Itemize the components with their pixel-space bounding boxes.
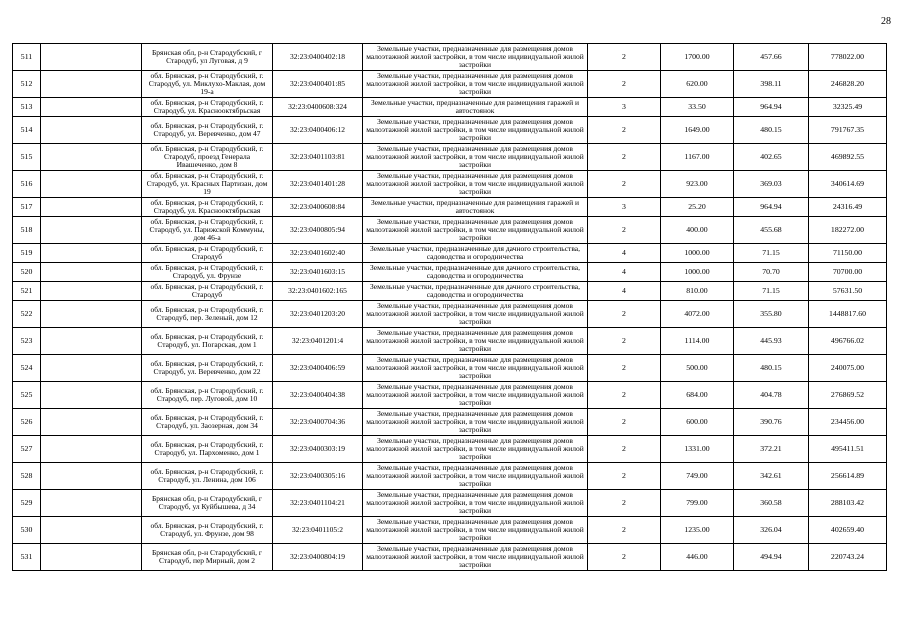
cadastral-number-cell: 32:23:0401602:40 bbox=[273, 244, 363, 263]
row-number-cell: 518 bbox=[13, 217, 41, 244]
table-row bbox=[13, 71, 887, 98]
cadastral-number-cell: 32:23:0400303:19 bbox=[273, 436, 363, 463]
area-cell: 749.00 bbox=[661, 463, 734, 490]
area-cell: 600.00 bbox=[661, 409, 734, 436]
address-cell: обл. Брянская, р-н Стародубский, г. Стародуб, ул. Фрунзе bbox=[142, 263, 273, 282]
blank-cell bbox=[41, 71, 142, 98]
group-cell: 4 bbox=[588, 263, 661, 282]
address-cell: обл. Брянская, р-н Стародубский, г. Стародуб, ул. Погарская, дом 1 bbox=[142, 328, 273, 355]
blank-cell bbox=[41, 98, 142, 117]
group-cell: 2 bbox=[588, 436, 661, 463]
row-number-cell: 521 bbox=[13, 282, 41, 301]
cadastral-number-cell: 32:23:0401401:28 bbox=[273, 171, 363, 198]
address-cell: обл. Брянская, р-н Стародубский, г. Стародуб, ул. Краснооктябрьская bbox=[142, 198, 273, 217]
land-use-cell: Земельные участки, предназначенные для дачного строительства, садоводства и огородничества bbox=[363, 244, 588, 263]
cadastral-number-cell: 32:23:0401103:81 bbox=[273, 144, 363, 171]
rate-cell: 480.15 bbox=[734, 355, 809, 382]
row-number-cell: 517 bbox=[13, 198, 41, 217]
group-cell: 4 bbox=[588, 282, 661, 301]
rate-cell: 372.21 bbox=[734, 436, 809, 463]
group-cell: 2 bbox=[588, 301, 661, 328]
area-cell: 4072.00 bbox=[661, 301, 734, 328]
land-use-cell: Земельные участки, предназначенные для размещения домов малоэтажной жилой застройки, в том числе индивидуальной жилой застройки bbox=[363, 463, 588, 490]
rate-cell: 494.94 bbox=[734, 544, 809, 571]
cadastral-value-cell: 288103.42 bbox=[809, 490, 887, 517]
address-cell: обл. Брянская, р-н Стародубский, г. Стародуб, ул. Веревченко, дом 47 bbox=[142, 117, 273, 144]
row-number-cell: 527 bbox=[13, 436, 41, 463]
cadastral-number-cell: 32:23:0401201:4 bbox=[273, 328, 363, 355]
land-use-cell: Земельные участки, предназначенные для размещения домов малоэтажной жилой застройки, в том числе индивидуальной жилой застройки bbox=[363, 544, 588, 571]
rate-cell: 355.80 bbox=[734, 301, 809, 328]
cadastral-value-cell: 1448817.60 bbox=[809, 301, 887, 328]
cadastral-number-cell: 32:23:0400805:94 bbox=[273, 217, 363, 244]
address-cell: обл. Брянская, р-н Стародубский, г. Стародуб, ул. Парижской Коммуны, дом 46-а bbox=[142, 217, 273, 244]
rate-cell: 480.15 bbox=[734, 117, 809, 144]
group-cell: 2 bbox=[588, 217, 661, 244]
row-number-cell: 514 bbox=[13, 117, 41, 144]
address-cell: Брянская обл, р-н Стародубский, г Стародуб, ул Луговая, д 9 bbox=[142, 44, 273, 71]
area-cell: 620.00 bbox=[661, 71, 734, 98]
cadastral-number-cell: 32:23:0401203:20 bbox=[273, 301, 363, 328]
row-number-cell: 528 bbox=[13, 463, 41, 490]
area-cell: 400.00 bbox=[661, 217, 734, 244]
row-number-cell: 519 bbox=[13, 244, 41, 263]
cadastral-value-cell: 791767.35 bbox=[809, 117, 887, 144]
rate-cell: 71.15 bbox=[734, 282, 809, 301]
cadastral-value-cell: 32325.49 bbox=[809, 98, 887, 117]
table-row bbox=[13, 244, 887, 263]
address-cell: обл. Брянская, р-н Стародубский, г. Стародуб bbox=[142, 244, 273, 263]
address-cell: обл. Брянская, р-н Стародубский, г. Стародуб, ул. Миклухо-Маклая, дом 19-а bbox=[142, 71, 273, 98]
cadastral-number-cell: 32:23:0401602:165 bbox=[273, 282, 363, 301]
group-cell: 2 bbox=[588, 144, 661, 171]
blank-cell bbox=[41, 117, 142, 144]
group-cell: 2 bbox=[588, 544, 661, 571]
cadastral-number-cell: 32:23:0400402:18 bbox=[273, 44, 363, 71]
group-cell: 3 bbox=[588, 198, 661, 217]
blank-cell bbox=[41, 244, 142, 263]
rate-cell: 326.04 bbox=[734, 517, 809, 544]
cadastral-value-cell: 402659.40 bbox=[809, 517, 887, 544]
group-cell: 2 bbox=[588, 517, 661, 544]
cadastral-number-cell: 32:23:0400608:84 bbox=[273, 198, 363, 217]
group-cell: 3 bbox=[588, 98, 661, 117]
row-number-cell: 520 bbox=[13, 263, 41, 282]
cadastral-number-cell: 32:23:0401105:2 bbox=[273, 517, 363, 544]
blank-cell bbox=[41, 198, 142, 217]
land-use-cell: Земельные участки, предназначенные для размещения домов малоэтажной жилой застройки, в том числе индивидуальной жилой застройки bbox=[363, 144, 588, 171]
group-cell: 2 bbox=[588, 117, 661, 144]
cadastral-number-cell: 32:23:0401104:21 bbox=[273, 490, 363, 517]
address-cell: обл. Брянская, р-н Стародубский, г. Стародуб, ул. Заозерная, дом 34 bbox=[142, 409, 273, 436]
rate-cell: 360.58 bbox=[734, 490, 809, 517]
cadastral-value-cell: 71150.00 bbox=[809, 244, 887, 263]
land-use-cell: Земельные участки, предназначенные для размещения домов малоэтажной жилой застройки, в том числе индивидуальной жилой застройки bbox=[363, 44, 588, 71]
group-cell: 2 bbox=[588, 171, 661, 198]
cadastral-number-cell: 32:23:0400608:324 bbox=[273, 98, 363, 117]
blank-cell bbox=[41, 409, 142, 436]
rate-cell: 445.93 bbox=[734, 328, 809, 355]
rate-cell: 71.15 bbox=[734, 244, 809, 263]
table-row bbox=[13, 463, 887, 490]
table-row bbox=[13, 436, 887, 463]
address-cell: обл. Брянская, р-н Стародубский, г. Стародуб, проезд Генерала Ивашеченко, дом 8 bbox=[142, 144, 273, 171]
table-row bbox=[13, 282, 887, 301]
cadastral-value-cell: 234456.00 bbox=[809, 409, 887, 436]
group-cell: 2 bbox=[588, 355, 661, 382]
rate-cell: 964.94 bbox=[734, 98, 809, 117]
blank-cell bbox=[41, 144, 142, 171]
table-row bbox=[13, 171, 887, 198]
cadastral-value-cell: 246828.20 bbox=[809, 71, 887, 98]
cadastral-number-cell: 32:23:0400406:12 bbox=[273, 117, 363, 144]
rate-cell: 964.94 bbox=[734, 198, 809, 217]
area-cell: 1235.00 bbox=[661, 517, 734, 544]
cadastral-number-cell: 32:23:0400305:16 bbox=[273, 463, 363, 490]
page-number: 28 bbox=[881, 16, 891, 27]
cadastral-value-cell: 778022.00 bbox=[809, 44, 887, 71]
group-cell: 2 bbox=[588, 44, 661, 71]
address-cell: Брянская обл, р-н Стародубский, г Стародуб, пер Мирный, дом 2 bbox=[142, 544, 273, 571]
cadastral-value-cell: 70700.00 bbox=[809, 263, 887, 282]
land-use-cell: Земельные участки, предназначенные для размещения домов малоэтажной жилой застройки, в том числе индивидуальной жилой застройки bbox=[363, 409, 588, 436]
blank-cell bbox=[41, 171, 142, 198]
cadastral-number-cell: 32:23:0401603:15 bbox=[273, 263, 363, 282]
row-number-cell: 530 bbox=[13, 517, 41, 544]
cadastral-value-cell: 276869.52 bbox=[809, 382, 887, 409]
land-parcels-table bbox=[12, 43, 887, 571]
row-number-cell: 531 bbox=[13, 544, 41, 571]
land-use-cell: Земельные участки, предназначенные для размещения домов малоэтажной жилой застройки, в том числе индивидуальной жилой застройки bbox=[363, 217, 588, 244]
cadastral-value-cell: 24316.49 bbox=[809, 198, 887, 217]
table-row bbox=[13, 301, 887, 328]
area-cell: 1167.00 bbox=[661, 144, 734, 171]
blank-cell bbox=[41, 463, 142, 490]
rate-cell: 455.68 bbox=[734, 217, 809, 244]
cadastral-value-cell: 340614.69 bbox=[809, 171, 887, 198]
area-cell: 1331.00 bbox=[661, 436, 734, 463]
land-use-cell: Земельные участки, предназначенные для размещения домов малоэтажной жилой застройки, в том числе индивидуальной жилой застройки bbox=[363, 171, 588, 198]
group-cell: 2 bbox=[588, 328, 661, 355]
cadastral-number-cell: 32:23:0400404:38 bbox=[273, 382, 363, 409]
area-cell: 25.20 bbox=[661, 198, 734, 217]
table-row bbox=[13, 409, 887, 436]
row-number-cell: 511 bbox=[13, 44, 41, 71]
cadastral-value-cell: 469892.55 bbox=[809, 144, 887, 171]
table-row bbox=[13, 144, 887, 171]
cadastral-value-cell: 220743.24 bbox=[809, 544, 887, 571]
table-row bbox=[13, 490, 887, 517]
blank-cell bbox=[41, 517, 142, 544]
land-use-cell: Земельные участки, предназначенные для дачного строительства, садоводства и огородничества bbox=[363, 282, 588, 301]
area-cell: 684.00 bbox=[661, 382, 734, 409]
blank-cell bbox=[41, 217, 142, 244]
table-row bbox=[13, 263, 887, 282]
cadastral-number-cell: 32:23:0400401:85 bbox=[273, 71, 363, 98]
blank-cell bbox=[41, 436, 142, 463]
land-use-cell: Земельные участки, предназначенные для размещения домов малоэтажной жилой застройки, в том числе индивидуальной жилой застройки bbox=[363, 71, 588, 98]
area-cell: 1649.00 bbox=[661, 117, 734, 144]
row-number-cell: 529 bbox=[13, 490, 41, 517]
area-cell: 810.00 bbox=[661, 282, 734, 301]
blank-cell bbox=[41, 544, 142, 571]
group-cell: 4 bbox=[588, 244, 661, 263]
rate-cell: 342.61 bbox=[734, 463, 809, 490]
table-body bbox=[13, 44, 887, 571]
cadastral-number-cell: 32:23:0400406:59 bbox=[273, 355, 363, 382]
table-row bbox=[13, 117, 887, 144]
cadastral-value-cell: 182272.00 bbox=[809, 217, 887, 244]
blank-cell bbox=[41, 263, 142, 282]
group-cell: 2 bbox=[588, 71, 661, 98]
table-row bbox=[13, 217, 887, 244]
rate-cell: 70.70 bbox=[734, 263, 809, 282]
row-number-cell: 522 bbox=[13, 301, 41, 328]
row-number-cell: 525 bbox=[13, 382, 41, 409]
area-cell: 1000.00 bbox=[661, 244, 734, 263]
table-row bbox=[13, 355, 887, 382]
address-cell: обл. Брянская, р-н Стародубский, г. Стародуб, ул. Ленина, дом 106 bbox=[142, 463, 273, 490]
row-number-cell: 523 bbox=[13, 328, 41, 355]
cadastral-value-cell: 256614.89 bbox=[809, 463, 887, 490]
cadastral-value-cell: 495411.51 bbox=[809, 436, 887, 463]
address-cell: обл. Брянская, р-н Стародубский, г. Стародуб, ул. Фрунзе, дом 98 bbox=[142, 517, 273, 544]
row-number-cell: 524 bbox=[13, 355, 41, 382]
row-number-cell: 515 bbox=[13, 144, 41, 171]
land-use-cell: Земельные участки, предназначенные для размещения гаражей и автостоянок bbox=[363, 98, 588, 117]
blank-cell bbox=[41, 382, 142, 409]
area-cell: 1000.00 bbox=[661, 263, 734, 282]
area-cell: 33.50 bbox=[661, 98, 734, 117]
land-use-cell: Земельные участки, предназначенные для размещения гаражей и автостоянок bbox=[363, 198, 588, 217]
area-cell: 1114.00 bbox=[661, 328, 734, 355]
table-row bbox=[13, 382, 887, 409]
table-row bbox=[13, 328, 887, 355]
cadastral-value-cell: 240075.00 bbox=[809, 355, 887, 382]
group-cell: 2 bbox=[588, 463, 661, 490]
blank-cell bbox=[41, 328, 142, 355]
table-row bbox=[13, 98, 887, 117]
area-cell: 446.00 bbox=[661, 544, 734, 571]
row-number-cell: 512 bbox=[13, 71, 41, 98]
area-cell: 500.00 bbox=[661, 355, 734, 382]
land-use-cell: Земельные участки, предназначенные для размещения домов малоэтажной жилой застройки, в том числе индивидуальной жилой застройки bbox=[363, 301, 588, 328]
address-cell: обл. Брянская, р-н Стародубский, г. Стародуб, ул. Краснооктябрьская bbox=[142, 98, 273, 117]
blank-cell bbox=[41, 44, 142, 71]
table-row bbox=[13, 517, 887, 544]
cadastral-number-cell: 32:23:0400804:19 bbox=[273, 544, 363, 571]
rate-cell: 457.66 bbox=[734, 44, 809, 71]
group-cell: 2 bbox=[588, 382, 661, 409]
address-cell: обл. Брянская, р-н Стародубский, г. Стародуб, ул. Красных Партизан, дом 19 bbox=[142, 171, 273, 198]
land-use-cell: Земельные участки, предназначенные для дачного строительства, садоводства и огородничества bbox=[363, 263, 588, 282]
land-use-cell: Земельные участки, предназначенные для размещения домов малоэтажной жилой застройки, в том числе индивидуальной жилой застройки bbox=[363, 328, 588, 355]
group-cell: 2 bbox=[588, 490, 661, 517]
land-use-cell: Земельные участки, предназначенные для размещения домов малоэтажной жилой застройки, в том числе индивидуальной жилой застройки bbox=[363, 517, 588, 544]
rate-cell: 369.03 bbox=[734, 171, 809, 198]
rate-cell: 404.78 bbox=[734, 382, 809, 409]
address-cell: обл. Брянская, р-н Стародубский, г. Стародуб, ул. Веревченко, дом 22 bbox=[142, 355, 273, 382]
area-cell: 923.00 bbox=[661, 171, 734, 198]
address-cell: обл. Брянская, р-н Стародубский, г. Стародуб, пер. Луговой, дом 10 bbox=[142, 382, 273, 409]
row-number-cell: 513 bbox=[13, 98, 41, 117]
table-row bbox=[13, 44, 887, 71]
row-number-cell: 526 bbox=[13, 409, 41, 436]
rate-cell: 398.11 bbox=[734, 71, 809, 98]
area-cell: 1700.00 bbox=[661, 44, 734, 71]
blank-cell bbox=[41, 355, 142, 382]
land-use-cell: Земельные участки, предназначенные для размещения домов малоэтажной жилой застройки, в том числе индивидуальной жилой застройки bbox=[363, 117, 588, 144]
land-use-cell: Земельные участки, предназначенные для размещения домов малоэтажной жилой застройки, в том числе индивидуальной жилой застройки bbox=[363, 355, 588, 382]
cadastral-value-cell: 496766.02 bbox=[809, 328, 887, 355]
address-cell: Брянская обл, р-н Стародубский, г Стародуб, ул Куйбышева, д 34 bbox=[142, 490, 273, 517]
blank-cell bbox=[41, 301, 142, 328]
group-cell: 2 bbox=[588, 409, 661, 436]
area-cell: 799.00 bbox=[661, 490, 734, 517]
rate-cell: 390.76 bbox=[734, 409, 809, 436]
row-number-cell: 516 bbox=[13, 171, 41, 198]
cadastral-value-cell: 57631.50 bbox=[809, 282, 887, 301]
address-cell: обл. Брянская, р-н Стародубский, г. Стародуб, пер. Зеленый, дом 12 bbox=[142, 301, 273, 328]
rate-cell: 402.65 bbox=[734, 144, 809, 171]
cadastral-number-cell: 32:23:0400704:36 bbox=[273, 409, 363, 436]
land-use-cell: Земельные участки, предназначенные для размещения домов малоэтажной жилой застройки, в том числе индивидуальной жилой застройки bbox=[363, 490, 588, 517]
land-use-cell: Земельные участки, предназначенные для размещения домов малоэтажной жилой застройки, в том числе индивидуальной жилой застройки bbox=[363, 382, 588, 409]
blank-cell bbox=[41, 282, 142, 301]
table-row bbox=[13, 544, 887, 571]
blank-cell bbox=[41, 490, 142, 517]
table-row bbox=[13, 198, 887, 217]
address-cell: обл. Брянская, р-н Стародубский, г. Стародуб bbox=[142, 282, 273, 301]
land-use-cell: Земельные участки, предназначенные для размещения домов малоэтажной жилой застройки, в том числе индивидуальной жилой застройки bbox=[363, 436, 588, 463]
address-cell: обл. Брянская, р-н Стародубский, г. Стародуб, ул. Пархоменко, дом 1 bbox=[142, 436, 273, 463]
